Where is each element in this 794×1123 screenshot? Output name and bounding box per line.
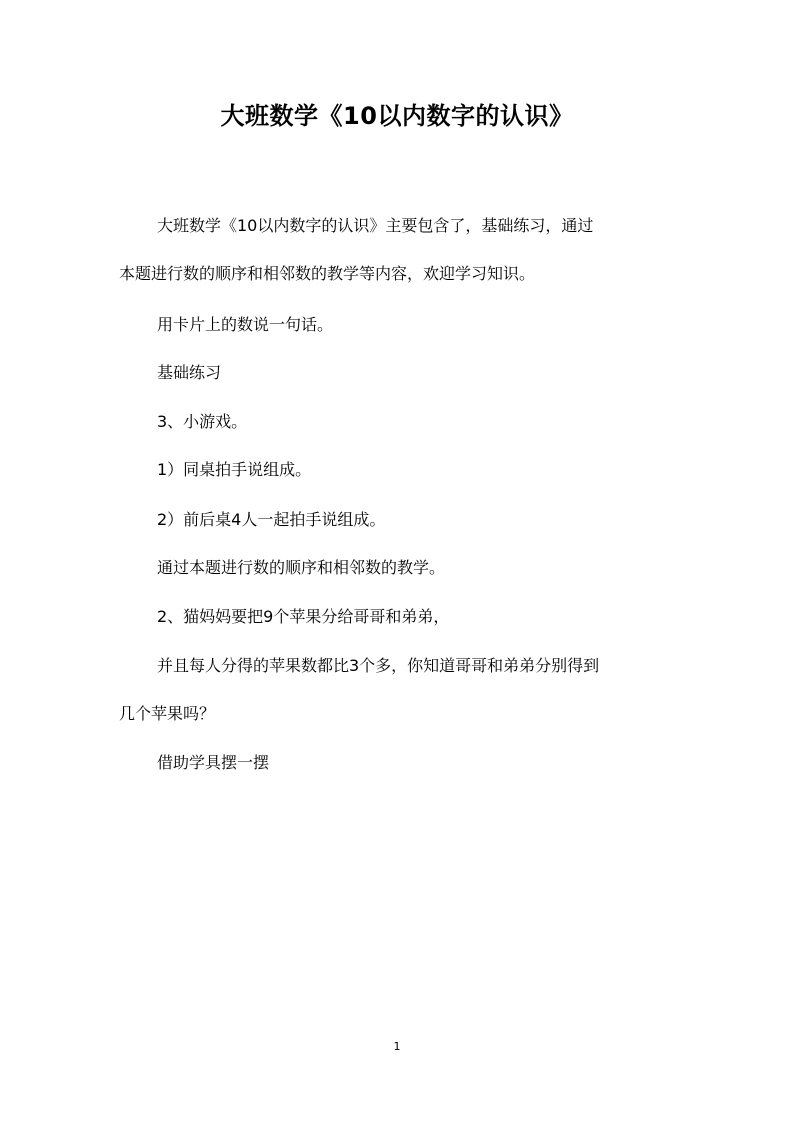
list-item-apple-problem: 2、猫妈妈要把9个苹果分给哥哥和弟弟，: [157, 607, 450, 626]
paragraph-intro-line2: 本题进行数的顺序和相邻数的教学等内容，欢迎学习知识。: [119, 264, 536, 283]
paragraph-intro-line1: 大班数学《10以内数字的认识》主要包含了，基础练习，通过: [157, 216, 594, 235]
paragraph-apple-question-line1: 并且每人分得的苹果数都比3个多，你知道哥哥和弟弟分别得到: [157, 656, 600, 675]
paragraph-use-tools: 借助学具摆一摆: [157, 753, 270, 772]
paragraph-apple-question-line2: 几个苹果吗？: [119, 704, 216, 723]
page-number: 1: [393, 1040, 401, 1053]
section-heading-basic-practice: 基础练习: [157, 363, 222, 382]
list-item-deskmate-clap: 1）同桌拍手说组成。: [157, 460, 312, 479]
document-title: 大班数学《10以内数字的认识》: [220, 102, 574, 130]
paragraph-teaching-note: 通过本题进行数的顺序和相邻数的教学。: [157, 558, 446, 577]
list-item-group-clap: 2）前后桌4人一起拍手说组成。: [157, 510, 386, 529]
paragraph-card-sentence: 用卡片上的数说一句话。: [157, 315, 334, 334]
list-item-small-game: 3、小游戏。: [157, 412, 248, 431]
